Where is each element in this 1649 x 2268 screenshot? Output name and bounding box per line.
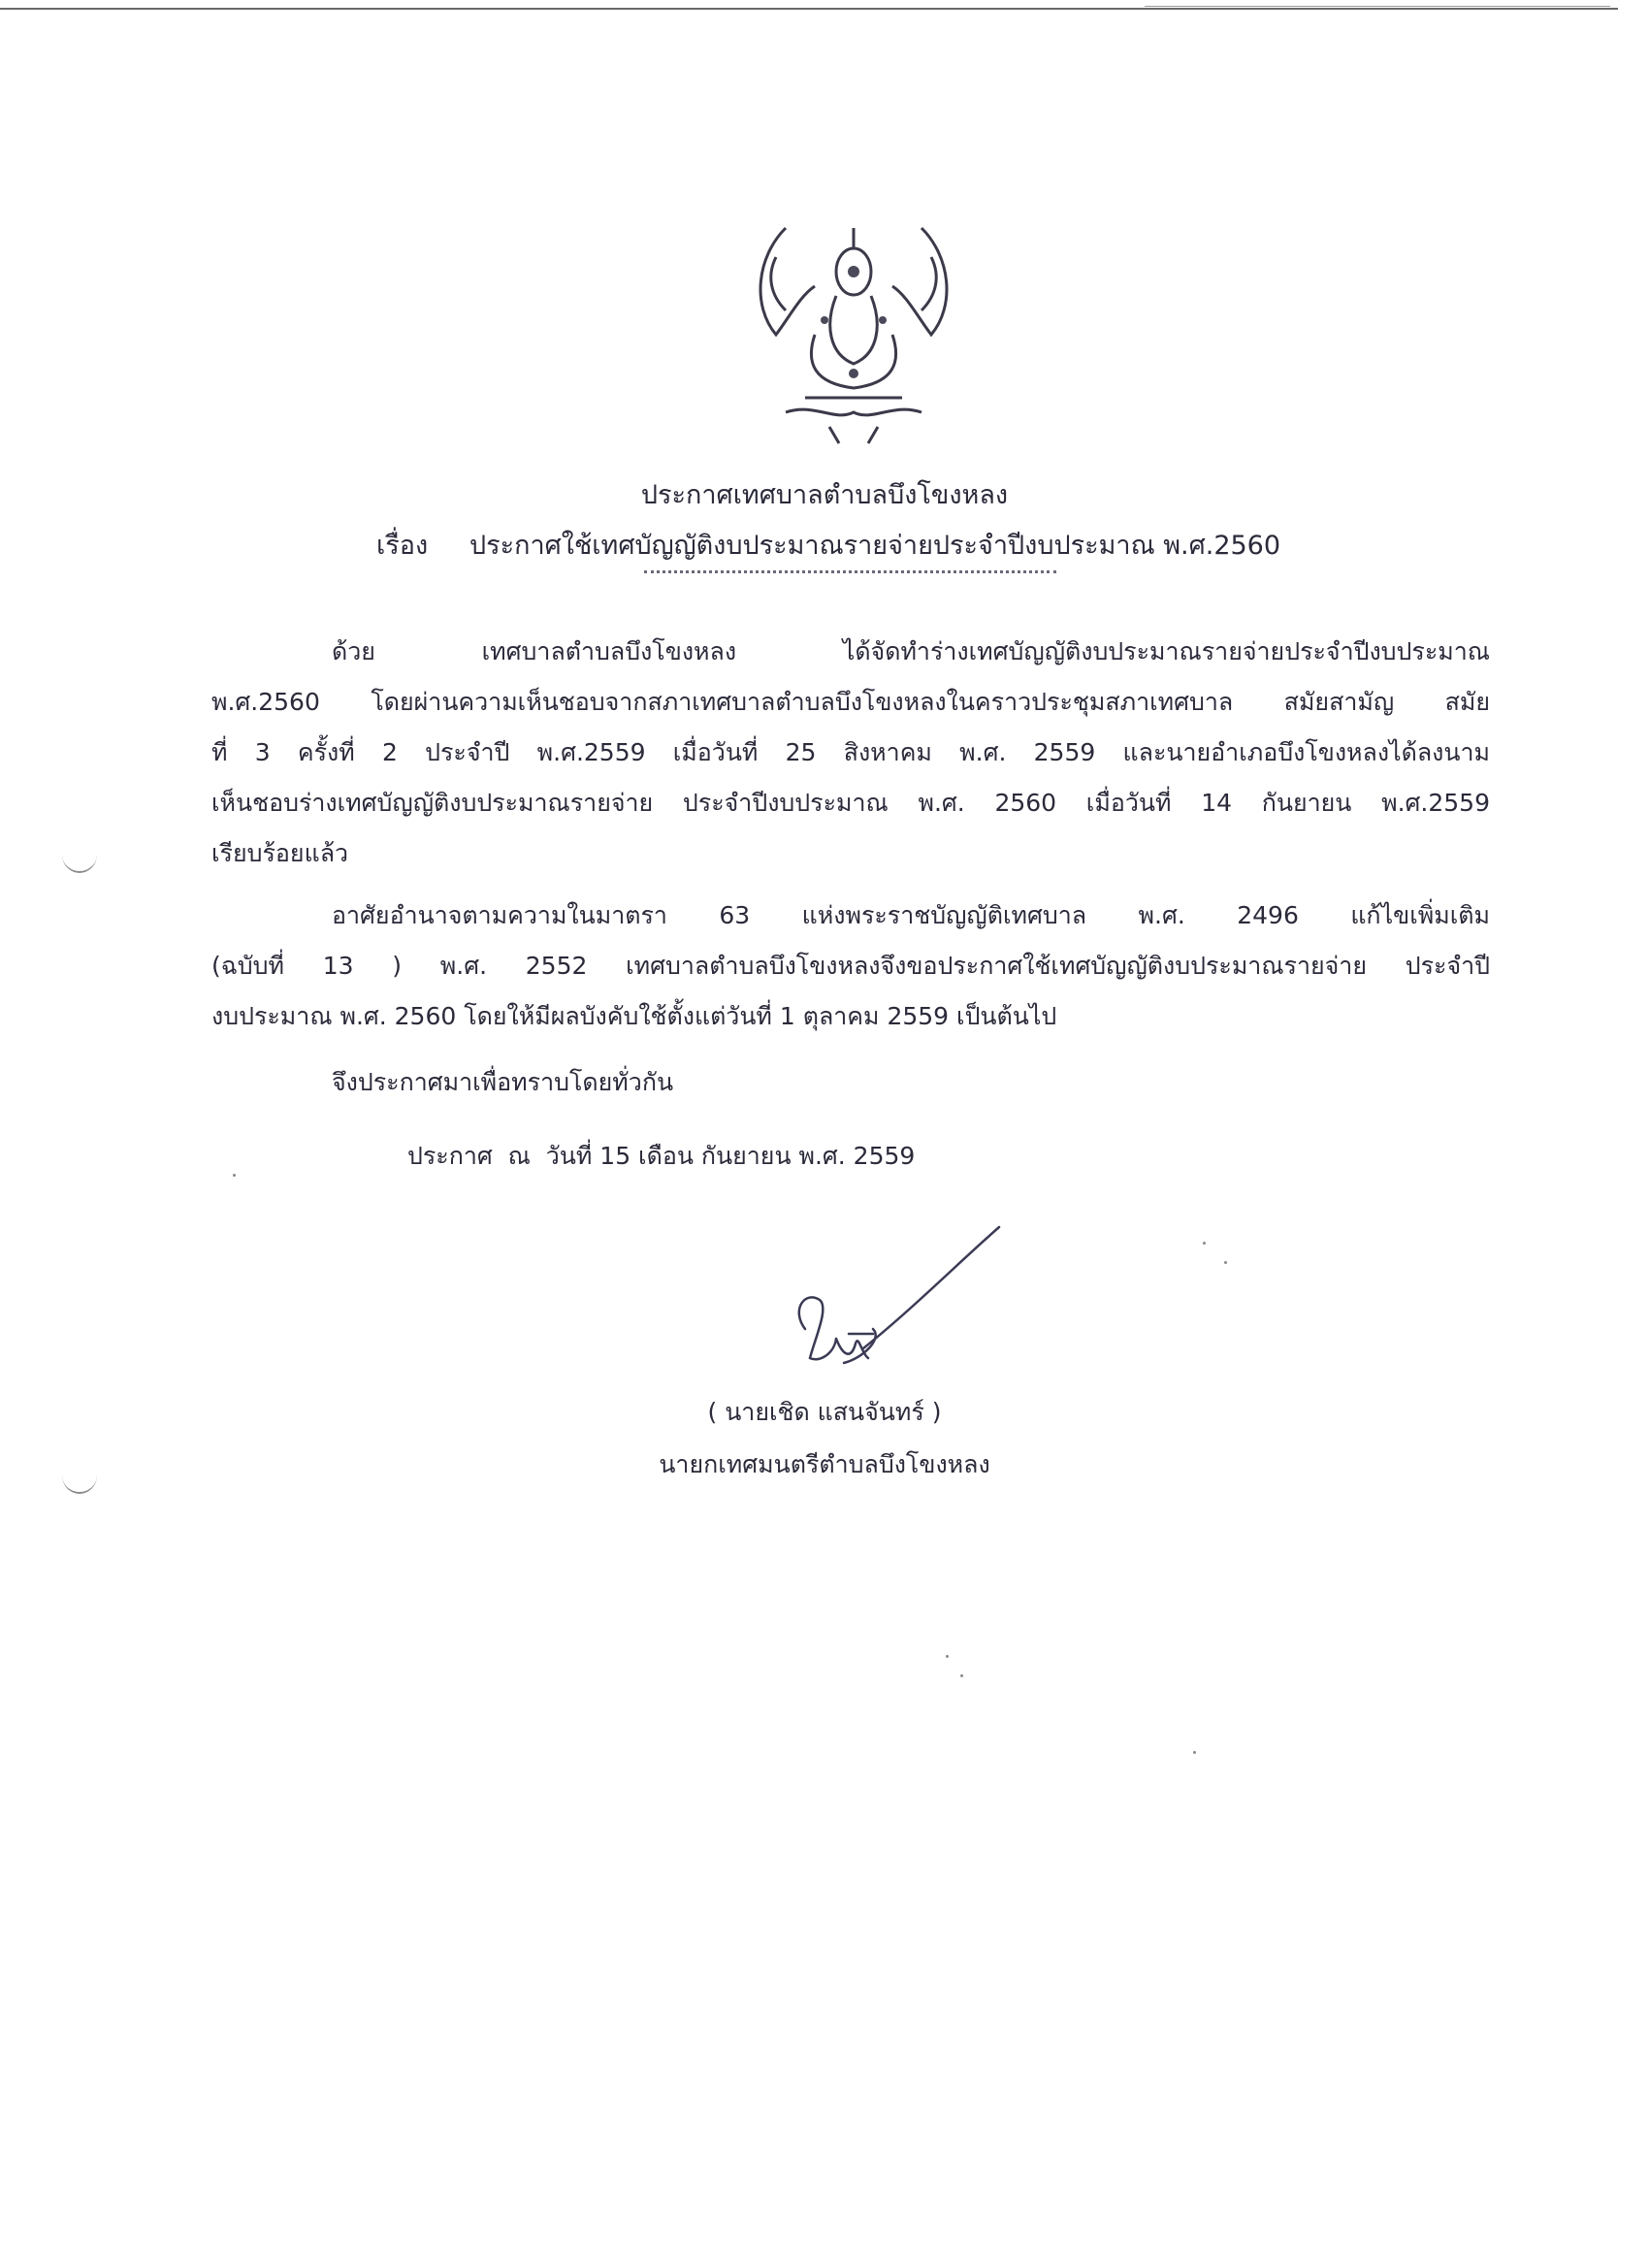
closing-statement: จึงประกาศมาเพื่อทราบโดยทั่วกัน xyxy=(332,1068,674,1096)
top-border-line xyxy=(0,8,1618,10)
paragraph-line: อาศัยอำนาจตามความในมาตรา 63 แห่งพระราชบัญญัติเทศบาล พ.ศ. 2496 แก้ไขเพิ่มเติม xyxy=(332,901,1490,929)
separator-dots xyxy=(644,570,1056,573)
announcement-date: ประกาศ ณ วันที่ 15 เดือน กันยายน พ.ศ. 2559 xyxy=(407,1142,916,1170)
subject-text: ประกาศใช้เทศบัญญัติงบประมาณรายจ่ายประจำปีงบประมาณ พ.ศ.2560 xyxy=(469,531,1281,561)
paragraph-line: งบประมาณ พ.ศ. 2560 โดยให้มีผลบังคับใช้ตั้งแต่วันที่ 1 ตุลาคม 2559 เป็นต้นไป xyxy=(211,1002,1057,1030)
scan-speck xyxy=(1224,1261,1227,1264)
handwritten-signature xyxy=(776,1222,1009,1387)
signer-position: นายกเทศมนตรีตำบลบึงโขงหลง xyxy=(659,1450,990,1478)
garuda-emblem-icon xyxy=(747,218,960,446)
signer-name: ( นายเชิด แสนจันทร์ ) xyxy=(707,1398,942,1426)
page-title: ประกาศเทศบาลตำบลบึงโขงหลง xyxy=(640,480,1009,510)
scan-speck xyxy=(1193,1751,1196,1754)
paragraph-2 xyxy=(211,891,1490,1042)
scan-speck xyxy=(233,1174,236,1177)
subject-label: เรื่อง xyxy=(376,531,429,561)
paragraph-line: เห็นชอบร่างเทศบัญญัติงบประมาณรายจ่าย ประจำปีงบประมาณ พ.ศ. 2560 เมื่อวันที่ 14 กันยายน พ.ศ.2559 xyxy=(211,789,1490,817)
subject-line xyxy=(376,524,1280,566)
paragraph-line: ด้วย เทศบาลตำบลบึงโขงหลง ได้จัดทำร่างเทศบัญญัติงบประมาณรายจ่ายประจำปีงบประมาณ xyxy=(332,637,1490,665)
paragraph-line: พ.ศ.2560 โดยผ่านความเห็นชอบจากสภาเทศบาลตำบลบึงโขงหลงในคราวประชุมสภาเทศบาล สมัยสามัญ สมัย xyxy=(211,688,1490,716)
paragraph-line: (ฉบับที่ 13 ) พ.ศ. 2552 เทศบาลตำบลบึงโขงหลงจึงขอประกาศใช้เทศบัญญัติงบประมาณรายจ่าย ประจำปี xyxy=(211,952,1490,980)
scan-speck xyxy=(946,1655,949,1658)
scan-speck xyxy=(960,1674,963,1677)
punch-hole-mark xyxy=(62,1457,97,1494)
top-border-line-secondary xyxy=(1145,6,1610,7)
paragraph-line: ที่ 3 ครั้งที่ 2 ประจำปี พ.ศ.2559 เมื่อวันที่ 25 สิงหาคม พ.ศ. 2559 และนายอำเภอบึงโขงหลงได้ลงนาม xyxy=(211,738,1490,766)
punch-hole-mark xyxy=(62,836,97,873)
paragraph-1 xyxy=(211,627,1490,879)
paragraph-line: เรียบร้อยแล้ว xyxy=(211,839,349,867)
scan-speck xyxy=(1203,1242,1206,1245)
